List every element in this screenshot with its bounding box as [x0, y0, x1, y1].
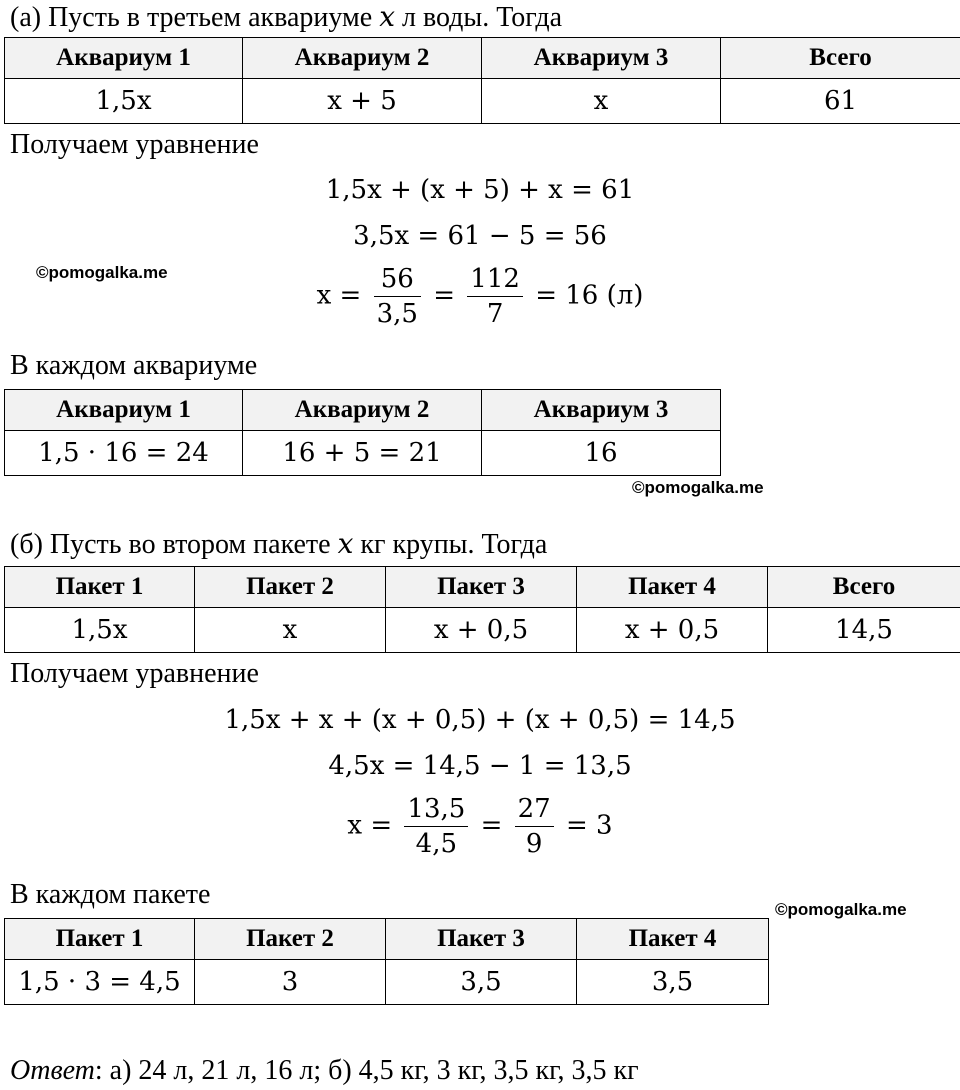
fraction — [515, 792, 554, 861]
fraction — [374, 262, 421, 331]
table-cell: 3 — [195, 960, 386, 1005]
table-row — [5, 608, 960, 653]
part-a-table-2 — [4, 389, 721, 476]
eq-rhs: = 3 — [565, 810, 613, 841]
table-header-cell: Аквариум 2 — [243, 38, 482, 79]
table-cell: x — [482, 79, 721, 124]
table-header-cell: Пакет 4 — [577, 567, 768, 608]
table-cell: x + 0,5 — [386, 608, 577, 653]
eq-sign: = — [480, 810, 503, 841]
table-cell: 14,5 — [768, 608, 960, 653]
fraction-numerator: 112 — [467, 262, 523, 297]
table-cell: 16 + 5 = 21 — [243, 431, 482, 476]
table-header-row — [5, 38, 960, 79]
eq-sign: = — [433, 280, 456, 311]
table-header-cell: Аквариум 1 — [5, 38, 243, 79]
table-header-cell: Пакет 1 — [5, 567, 195, 608]
fraction-denominator: 9 — [525, 829, 543, 859]
table-header-cell: Пакет 4 — [577, 919, 769, 960]
part-b-intro-var: x — [337, 527, 354, 560]
table-cell: x + 0,5 — [577, 608, 768, 653]
table-cell: 61 — [721, 79, 960, 124]
answer-text: : а) 24 л, 21 л, 16 л; б) 4,5 кг, 3 кг, 3,5 кг, 3,5 кг — [94, 1055, 639, 1086]
table-cell: 1,5x — [5, 79, 243, 124]
table-header-cell: Всего — [768, 567, 960, 608]
fraction-numerator: 27 — [515, 792, 554, 827]
part-a-intro-text-end: л воды. Тогда — [394, 2, 562, 33]
fraction-numerator: 56 — [374, 262, 421, 297]
answer — [10, 1054, 639, 1088]
table-cell: 1,5 · 16 = 24 — [5, 431, 243, 476]
part-a-intro-var: x — [379, 0, 395, 33]
table-cell: 16 — [482, 431, 721, 476]
fraction-denominator: 4,5 — [415, 829, 458, 859]
table-header-cell: Аквариум 3 — [482, 390, 721, 431]
table-cell: x + 5 — [243, 79, 482, 124]
fraction — [467, 262, 523, 331]
part-b-eq-1: 1,5x + x + (x + 0,5) + (x + 0,5) = 14,5 — [224, 705, 736, 735]
table-header-cell: Пакет 3 — [386, 919, 577, 960]
part-b-table-2 — [4, 918, 769, 1005]
table-row — [5, 431, 721, 476]
table-header-cell: Аквариум 1 — [5, 390, 243, 431]
table-header-row — [5, 567, 960, 608]
table-header-cell: Пакет 3 — [386, 567, 577, 608]
table-row — [5, 960, 769, 1005]
answer-label: Ответ — [10, 1055, 95, 1086]
table-row — [5, 79, 960, 124]
table-cell: 1,5x — [5, 608, 195, 653]
part-a-eq-2: 3,5x = 61 − 5 = 56 — [353, 221, 607, 251]
fraction — [404, 792, 468, 861]
part-a-table-1 — [4, 37, 960, 124]
fraction-denominator: 7 — [486, 299, 504, 329]
part-b-eq-2: 4,5x = 14,5 − 1 = 13,5 — [328, 751, 632, 781]
part-a-each-label: В каждом аквариуме — [10, 350, 258, 381]
part-a-intro-text: (а) Пусть в третьем аквариуме — [10, 2, 380, 33]
part-a-eq-1: 1,5x + (x + 5) + x = 61 — [325, 175, 635, 205]
fraction-denominator: 3,5 — [376, 299, 418, 329]
table-header-cell: Пакет 2 — [195, 919, 386, 960]
table-cell: 1,5 · 3 = 4,5 — [5, 960, 195, 1005]
eq-lhs: x = — [347, 810, 393, 841]
watermark: ©pomogalka.me — [632, 478, 764, 497]
fraction-numerator: 13,5 — [404, 792, 468, 827]
part-b-eq-3 — [0, 792, 960, 861]
table-cell: 3,5 — [577, 960, 769, 1005]
part-a-equation-label: Получаем уравнение — [10, 129, 259, 160]
eq-lhs: x = — [316, 280, 362, 311]
part-b-intro-text: (б) Пусть во втором пакете — [10, 529, 338, 560]
watermark: ©pomogalka.me — [36, 263, 168, 282]
part-b-table-1 — [4, 566, 960, 653]
table-header-cell: Всего — [721, 38, 960, 79]
part-b-intro — [10, 527, 547, 562]
table-cell: 3,5 — [386, 960, 577, 1005]
table-header-cell: Аквариум 2 — [243, 390, 482, 431]
table-header-row — [5, 919, 769, 960]
table-header-cell: Пакет 1 — [5, 919, 195, 960]
part-b-equation-label: Получаем уравнение — [10, 658, 259, 689]
watermark: ©pomogalka.me — [775, 900, 907, 919]
eq-rhs: = 16 (л) — [535, 280, 644, 311]
part-a-intro — [10, 0, 562, 35]
part-b-each-label: В каждом пакете — [10, 879, 211, 910]
part-b-intro-text-end: кг крупы. Тогда — [353, 529, 548, 560]
table-header-row — [5, 390, 721, 431]
table-header-cell: Пакет 2 — [195, 567, 386, 608]
table-header-cell: Аквариум 3 — [482, 38, 721, 79]
table-cell: x — [195, 608, 386, 653]
